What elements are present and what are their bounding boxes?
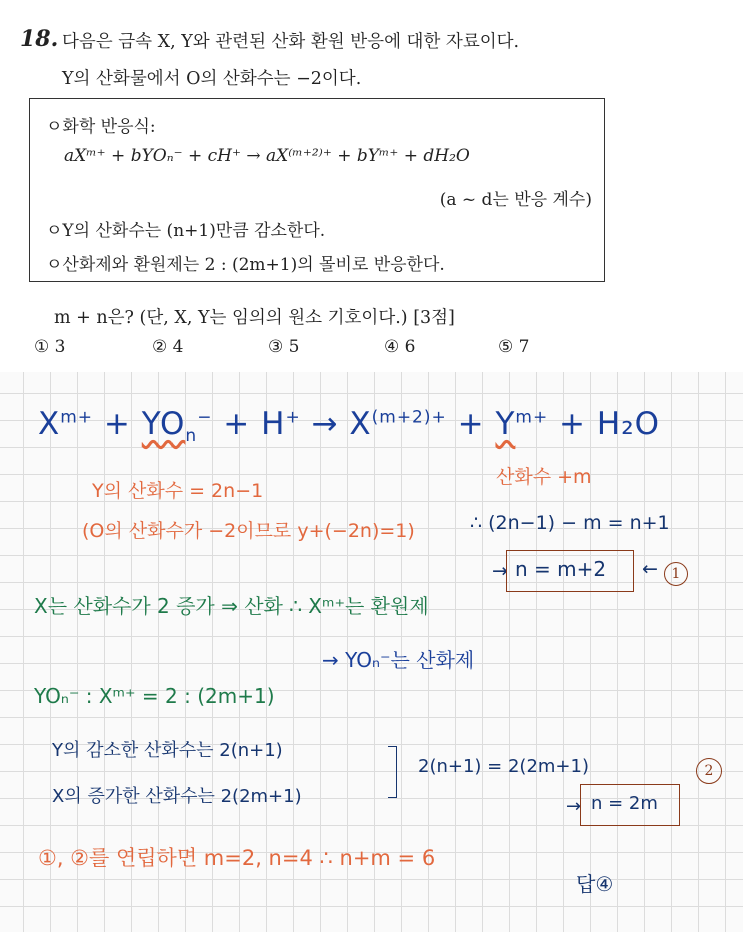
box-coefficient-note: (a ~ d는 반응 계수): [439, 190, 592, 210]
label-circle-1: 1: [664, 562, 688, 586]
equality-relation: 2(n+1) = 2(2m+1): [418, 756, 589, 777]
choice-1[interactable]: ① 3: [34, 337, 66, 357]
eq-water: H₂O: [596, 406, 661, 442]
arrow-to-box1: →: [492, 560, 508, 582]
yo-oxidant-note: → YOₙ⁻는 산화제: [322, 648, 475, 672]
box-reaction-equation: aXᵐ⁺ + bYOₙ⁻ + cH⁺ → aX⁽ᵐ⁺²⁾⁺ + bYᵐ⁺ + dH₂O: [64, 146, 470, 166]
boxed-result-1: [506, 550, 634, 592]
eq-y-product-charge: m+: [515, 407, 549, 428]
box-item-mole-ratio: ㅇ산화제와 환원제는 2 : (2m+1)의 몰비로 반응한다.: [46, 255, 445, 275]
boxed-result-1-text: n = m+2: [515, 557, 607, 581]
boxed-result-2: [580, 784, 680, 826]
y-oxidation-state-note: Y의 산화수 = 2n−1: [92, 480, 264, 502]
eq-x-product: X: [349, 406, 372, 442]
handwritten-equation: [38, 406, 660, 446]
eq-yo-subscript: n: [185, 426, 198, 447]
final-combination: ①, ②를 연립하면 m=2, n=4 ∴ n+m = 6: [38, 846, 436, 870]
question-text: m + n은? (단, X, Y는 임의의 원소 기호이다.) [3점]: [54, 308, 455, 328]
problem-section: [0, 0, 743, 372]
problem-condition-line: Y의 산화물에서 O의 산화수는 −2이다.: [62, 69, 362, 89]
boxed-result-2-text: n = 2m: [591, 793, 658, 814]
bracket-divider: [388, 746, 397, 798]
eq-x: X: [38, 406, 61, 442]
choice-5[interactable]: ⑤ 7: [498, 337, 530, 357]
arrow-to-box2: →: [566, 796, 582, 817]
final-answer: 답④: [576, 872, 614, 896]
eq-h: H: [261, 406, 286, 442]
choice-3[interactable]: ③ 5: [268, 337, 300, 357]
x-increase-note: X의 증가한 산화수는 2(2m+1): [52, 786, 302, 807]
eq-plus: +: [548, 406, 597, 442]
difference-relation: ∴ (2n−1) − m = n+1: [470, 512, 670, 534]
eq-plus: +: [93, 406, 142, 442]
eq-x-product-charge: (m+2)+: [371, 407, 447, 428]
x-oxidized-note: X는 산화수가 2 증가 ⇒ 산화 ∴ Xᵐ⁺는 환원제: [34, 594, 429, 618]
problem-number: 18.: [20, 26, 59, 52]
box-item-oxidation-decrease: ㅇY의 산화수는 (n+1)만큼 감소한다.: [46, 221, 326, 241]
mole-ratio-note: YOₙ⁻ : Xᵐ⁺ = 2 : (2m+1): [34, 684, 275, 708]
solution-notes: [0, 372, 743, 932]
choice-2[interactable]: ② 4: [152, 337, 184, 357]
eq-plus: +: [212, 406, 262, 442]
arrow-to-label1: ←: [642, 558, 658, 580]
problem-intro-line: 다음은 금속 X, Y와 관련된 산화 환원 반응에 대한 자료이다.: [62, 32, 520, 52]
eq-x-charge: m+: [60, 407, 94, 428]
y-decrease-note: Y의 감소한 산화수는 2(n+1): [52, 740, 283, 761]
eq-plus: +: [446, 406, 496, 442]
eq-h-charge: +: [285, 407, 301, 428]
box-item-reaction-label: ㅇ화학 반응식:: [46, 117, 156, 137]
data-box: [29, 98, 605, 282]
choice-4[interactable]: ④ 6: [384, 337, 416, 357]
eq-yo: YO: [141, 406, 186, 442]
label-circle-2: 2: [696, 758, 722, 784]
y-product-oxidation-note: 산화수 +m: [496, 466, 592, 488]
eq-yo-charge: −: [197, 407, 213, 428]
oxygen-reason-note: (O의 산화수가 −2이므로 y+(−2n)=1): [82, 520, 415, 542]
eq-y-product: Y: [495, 406, 516, 442]
eq-arrow: →: [300, 406, 350, 442]
